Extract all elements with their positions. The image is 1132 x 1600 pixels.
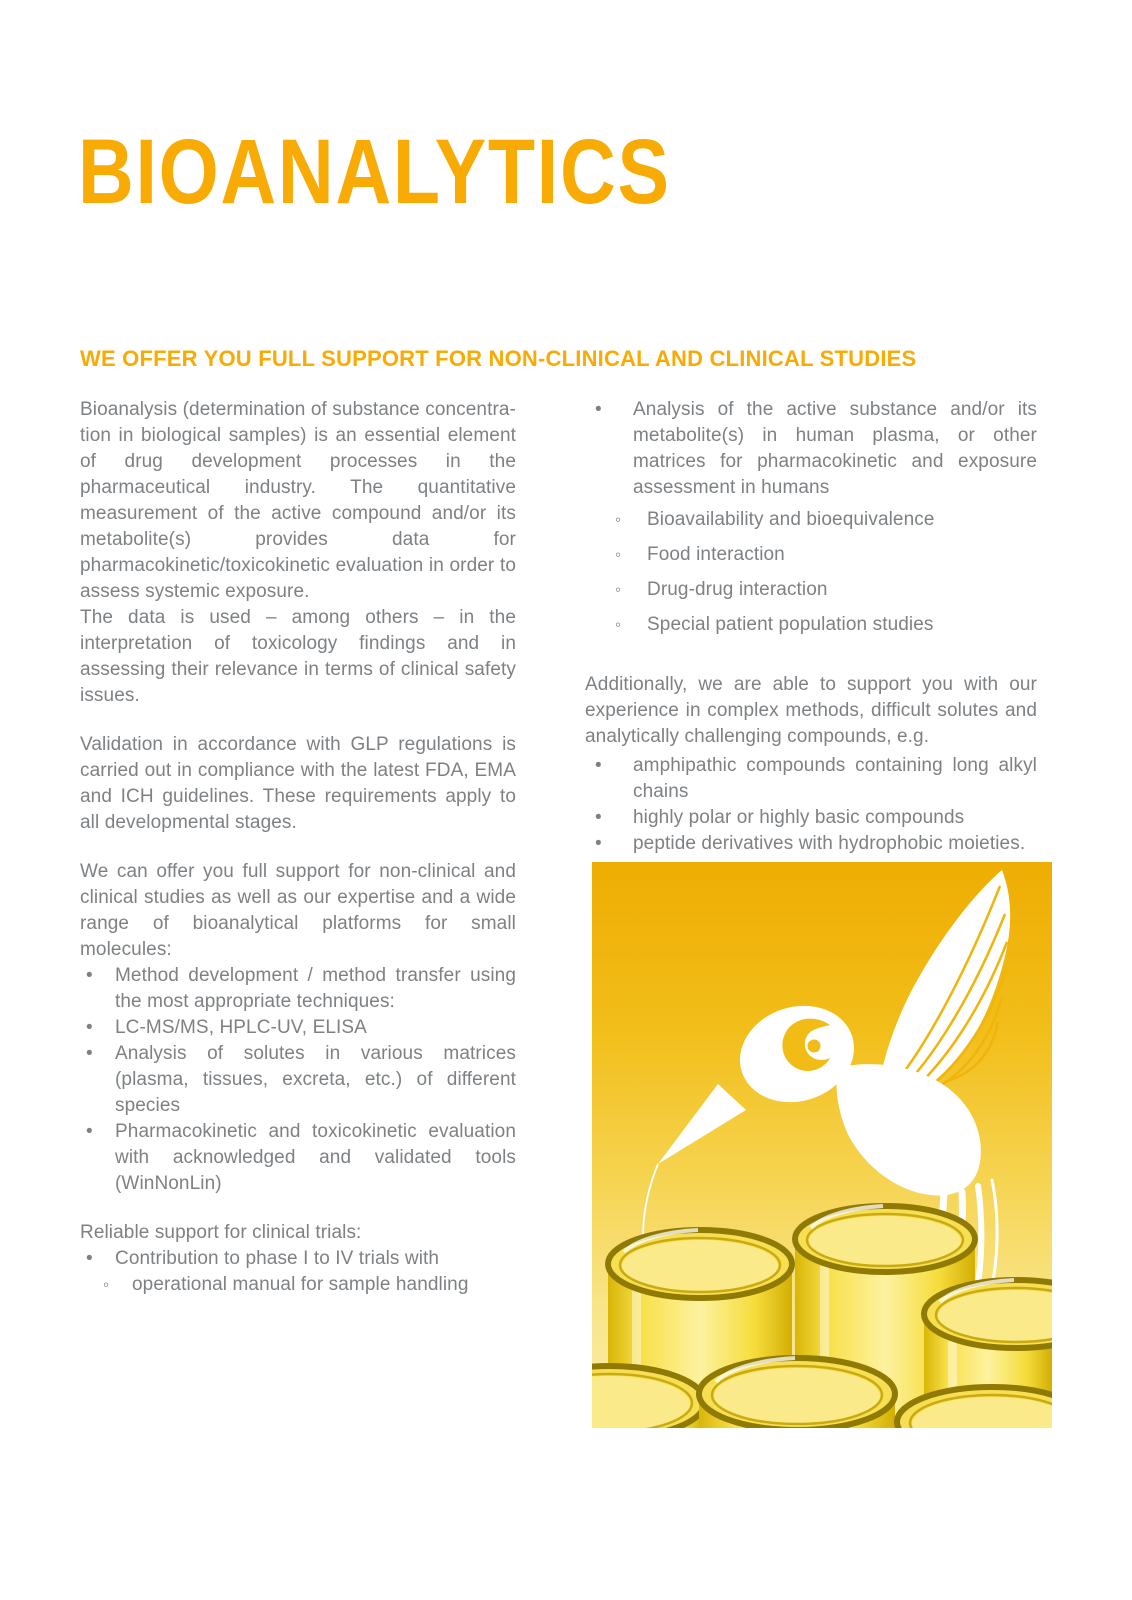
list-item-text: Contribution to phase I to IV trials with xyxy=(115,1248,440,1269)
sub-list-item xyxy=(585,507,1037,533)
bullet-icon: • xyxy=(86,1043,93,1064)
right-column xyxy=(585,397,1037,857)
list-item-text: amphipathic compounds containing long alkyl chains xyxy=(633,755,1037,802)
list-item xyxy=(80,1041,516,1119)
list-item-text: Food interaction xyxy=(647,544,785,565)
list-item-text: Analysis of the active substance and/or its metabolite(s) in human plasma, or other matrices for pharmacokinetic and exposure assessment in humans xyxy=(633,399,1037,498)
list-item-text: Drug-drug interaction xyxy=(647,579,828,600)
list-item xyxy=(585,805,1037,831)
bullet-icon: • xyxy=(86,965,93,986)
list-item-text: Bioavailability and bioequivalence xyxy=(647,509,935,530)
list-item-text: Special patient population studies xyxy=(647,614,934,635)
sub-bullet-icon: ◦ xyxy=(615,615,622,634)
sub-list-item xyxy=(585,612,1037,638)
list-item-text: LC-MS/MS, HPLC-UV, ELISA xyxy=(115,1017,367,1038)
bullet-icon: • xyxy=(86,1121,93,1142)
bullet-icon: • xyxy=(595,807,602,828)
paragraph-additionally: Additionally, we are able to support you with our experience in complex methods, difficult solutes and analytically challenging compounds, e.g. xyxy=(585,674,1037,747)
bullet-icon: • xyxy=(595,833,602,854)
list-item xyxy=(80,1246,516,1272)
list-item xyxy=(585,831,1037,857)
sub-bullet-icon: ◦ xyxy=(615,510,622,529)
page-title: BIOANALYTICS xyxy=(78,121,671,223)
paragraph-bioanalysis: Bioanalysis (determination of substance concentra- tion in biological samples) is an essential element of drug development processes in the pharmaceutical industry. The quantitative measurement of the active compound and/or its metabolite(s) provides data for pharmacokinetic/toxicokinetic evaluation in order to assess systemic exposure. xyxy=(80,399,516,602)
list-item-text: peptide derivatives with hydrophobic moieties. xyxy=(633,833,1026,854)
list-item xyxy=(80,1119,516,1197)
paragraph-full-support: We can offer you full support for non-clinical and clinical studies as well as our expertise and a wide range of bioanalytical platforms for small molecules: xyxy=(80,861,516,960)
paragraph-data-use: The data is used – among others – in the interpretation of toxicology findings and in assessing their relevance in terms of clinical safety issues. xyxy=(80,607,516,706)
paragraph-reliable-support: Reliable support for clinical trials: xyxy=(80,1222,362,1243)
test-tube xyxy=(699,1358,895,1428)
list-item xyxy=(585,753,1037,805)
list-item xyxy=(80,1015,516,1041)
list-item xyxy=(585,397,1037,501)
sub-bullet-icon: ◦ xyxy=(103,1275,110,1294)
left-column xyxy=(80,397,516,1298)
hummingbird-test-tubes-photo xyxy=(592,862,1052,1428)
sub-bullet-icon: ◦ xyxy=(615,580,622,599)
bullet-icon: • xyxy=(86,1017,93,1038)
sub-bullet-icon: ◦ xyxy=(615,545,622,564)
bullet-icon: • xyxy=(86,1248,93,1269)
list-item xyxy=(80,963,516,1015)
list-item-text: Method development / method transfer using the most appropriate techniques: xyxy=(115,965,516,1012)
bullet-icon: • xyxy=(595,399,602,420)
list-item-text: operational manual for sample handling xyxy=(132,1274,469,1295)
list-item-text: Analysis of solutes in various matrices (plasma, tissues, excreta, etc.) of different species xyxy=(115,1043,516,1116)
bullet-icon: • xyxy=(595,755,602,776)
sub-list-item xyxy=(585,542,1037,568)
list-item-text: Pharmacokinetic and toxicokinetic evaluation with acknowledged and validated tools (WinNonLin) xyxy=(115,1121,516,1194)
list-item-text: highly polar or highly basic compounds xyxy=(633,807,965,828)
paragraph-validation: Validation in accordance with GLP regulations is carried out in compliance with the latest FDA, EMA and ICH guidelines. These requirements apply to all developmental stages. xyxy=(80,734,516,833)
section-heading: WE OFFER YOU FULL SUPPORT FOR NON-CLINICAL AND CLINICAL STUDIES xyxy=(80,346,917,371)
sub-list-item xyxy=(585,577,1037,603)
sub-list-item xyxy=(80,1272,516,1298)
